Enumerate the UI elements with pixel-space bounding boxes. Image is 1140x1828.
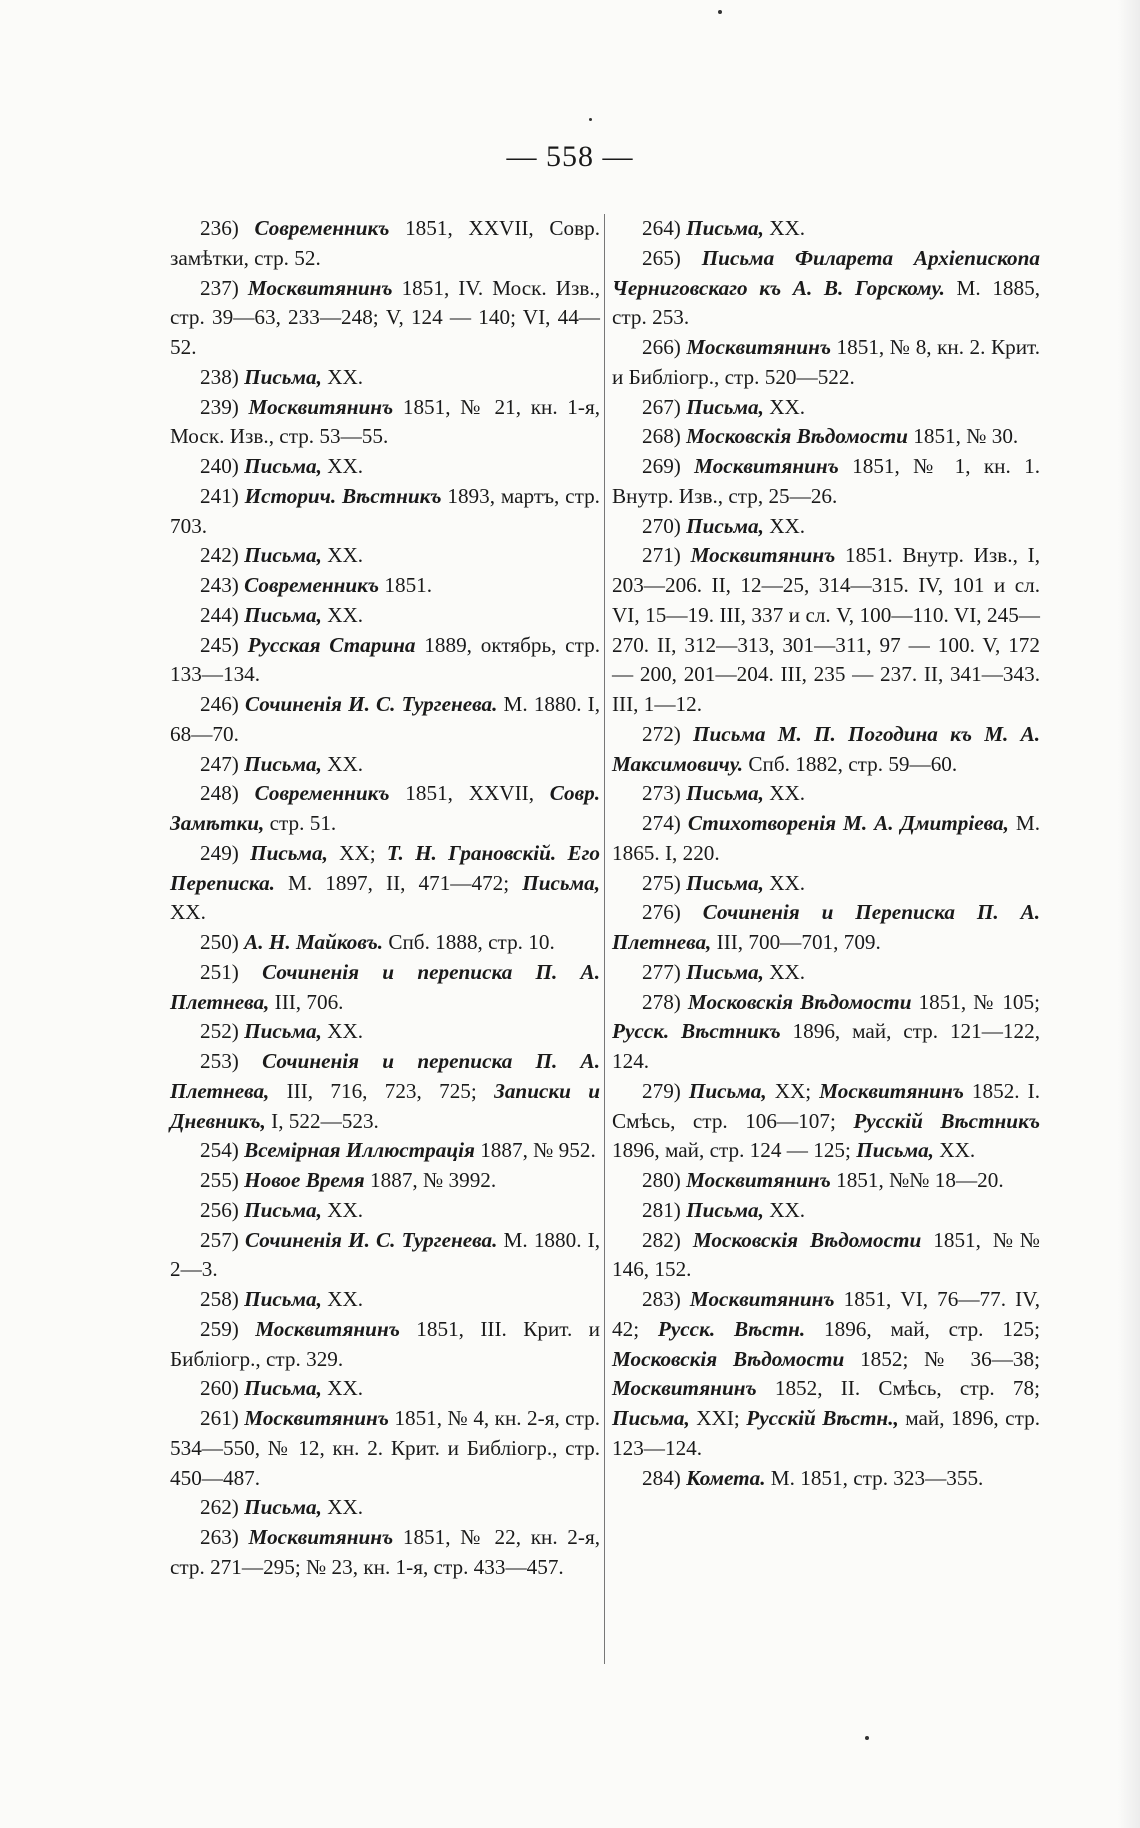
footnote-title: Письма М. П. Погодина къ М. А. Максимовичу. bbox=[612, 721, 1040, 776]
footnote-entry bbox=[170, 274, 600, 363]
footnote-text: М. 1885, стр. 253. bbox=[612, 275, 1040, 330]
footnote-title: Письма, bbox=[244, 1019, 322, 1044]
footnote-entry bbox=[170, 452, 600, 482]
footnote-text: 262) bbox=[200, 1495, 245, 1520]
footnote-text: М. 1851, стр. 323—355. bbox=[765, 1465, 984, 1490]
footnote-text: XX. bbox=[763, 216, 806, 240]
footnote-entry bbox=[170, 1404, 600, 1493]
footnote-title: Москвитянинъ bbox=[686, 1168, 831, 1192]
footnote-title: Всемірная Иллюстрація bbox=[244, 1138, 475, 1163]
footnote-text: 267) bbox=[642, 394, 687, 419]
footnote-entry bbox=[170, 958, 600, 1018]
footnote-text: 1887, № 3992. bbox=[364, 1168, 497, 1192]
footnote-text: XX. bbox=[321, 454, 364, 478]
footnote-entry bbox=[612, 1464, 1040, 1494]
footnote-text: 1889, октябрь, стр. 133—134. bbox=[170, 632, 600, 687]
footnote-text: 1852; № 36—38; bbox=[844, 1346, 1040, 1371]
footnote-text: 1851, № 4, кн. 2-я, стр. 534—550, № 12, кн. 2. Крит. и Библіогр., стр. 450—487. bbox=[170, 1406, 600, 1490]
footnote-entry bbox=[170, 1285, 600, 1315]
footnote-text: 251) bbox=[200, 959, 263, 984]
footnote-text: 1851, №№ 146, 152. bbox=[612, 1227, 1041, 1282]
footnote-entry bbox=[612, 958, 1040, 988]
footnote-entry bbox=[612, 720, 1040, 780]
footnote-text: XX. bbox=[321, 751, 364, 776]
footnote-entry bbox=[170, 1166, 600, 1196]
footnote-text: 260) bbox=[200, 1376, 245, 1401]
footnote-text: 246) bbox=[200, 692, 245, 716]
footnote-text: М. 1897, II, 471—472; bbox=[274, 870, 523, 895]
footnote-text: III, 716, 723, 725; bbox=[269, 1078, 495, 1103]
footnote-title: Москвитянинъ bbox=[612, 1376, 757, 1401]
footnote-title: Москвитянинъ bbox=[255, 1316, 400, 1341]
footnote-text: I, 522—523. bbox=[265, 1108, 379, 1133]
footnote-text: 1852, II. Смѣсь, стр. 78; bbox=[756, 1376, 1040, 1401]
footnote-text: XX. bbox=[321, 1019, 364, 1044]
footnote-text: XX. bbox=[763, 394, 806, 419]
ink-speck bbox=[589, 118, 592, 121]
footnote-title: Москвитянинъ bbox=[244, 1406, 389, 1430]
footnote-text: 1851. bbox=[379, 573, 433, 597]
footnote-text: 265) bbox=[642, 245, 702, 270]
footnote-text: 254) bbox=[200, 1138, 245, 1163]
footnote-entry bbox=[612, 1077, 1040, 1166]
footnote-text: III, 700—701, 709. bbox=[711, 930, 881, 954]
footnote-title: Письма, bbox=[244, 1197, 322, 1222]
footnote-text: 273) bbox=[642, 781, 687, 806]
footnote-entry bbox=[170, 1374, 600, 1404]
footnote-text: XX. bbox=[321, 602, 364, 627]
footnote-title: Москвитянинъ bbox=[819, 1078, 964, 1103]
footnote-title: Письма, bbox=[244, 1495, 322, 1520]
footnote-text: 1893, мартъ, стр. 703. bbox=[170, 483, 600, 538]
footnote-text: 241) bbox=[200, 483, 245, 508]
footnote-title: Москвитянинъ bbox=[248, 394, 394, 419]
footnote-entry bbox=[612, 244, 1040, 333]
ink-speck bbox=[718, 10, 722, 14]
footnote-entry bbox=[170, 1196, 600, 1226]
footnote-entry bbox=[170, 1523, 600, 1583]
footnote-text: 276) bbox=[642, 900, 703, 925]
footnote-title: Стихотворенія М. А. Дмитріева, bbox=[687, 811, 1009, 835]
footnote-text: 252) bbox=[200, 1019, 245, 1044]
footnote-text: 1896, май, стр. 125; bbox=[805, 1316, 1040, 1341]
footnote-entry bbox=[612, 869, 1040, 899]
footnote-entry bbox=[612, 393, 1040, 423]
footnote-entry bbox=[170, 690, 600, 750]
footnote-title: Московскія Вѣдомости bbox=[687, 989, 912, 1014]
footnote-title: Новое Время bbox=[244, 1168, 365, 1192]
footnote-text: 264) bbox=[642, 216, 687, 240]
footnote-title: Московскія Вѣдомости bbox=[692, 1227, 922, 1252]
footnote-text: 245) bbox=[200, 632, 248, 657]
footnote-entry bbox=[612, 988, 1040, 1077]
footnote-title: Москвитянинъ bbox=[248, 1525, 394, 1549]
footnote-title: Московскія Вѣдомости bbox=[612, 1346, 845, 1371]
footnote-text: III, 706. bbox=[269, 989, 344, 1014]
footnote-text: 243) bbox=[200, 573, 245, 597]
page-number: — 558 — bbox=[506, 140, 634, 173]
footnote-text: XX. bbox=[763, 513, 806, 538]
footnote-text: 248) bbox=[200, 781, 255, 806]
footnote-entry bbox=[170, 779, 600, 839]
footnote-entry bbox=[170, 214, 600, 274]
footnote-title: Письма, bbox=[244, 1376, 322, 1401]
footnote-text: 284) bbox=[642, 1465, 687, 1490]
footnote-text: 1896, май, стр. 121—122, 124. bbox=[612, 1019, 1040, 1073]
footnote-entry bbox=[612, 512, 1040, 542]
footnote-entry bbox=[612, 422, 1040, 452]
footnote-entry bbox=[612, 1285, 1040, 1464]
footnote-text: 1851, XXVII, bbox=[389, 781, 550, 806]
footnote-text: 255) bbox=[200, 1168, 245, 1192]
footnote-text: XX. bbox=[321, 1197, 364, 1222]
ink-speck bbox=[865, 1736, 869, 1740]
footnote-title: А. Н. Майковъ. bbox=[244, 930, 384, 954]
footnote-title: Письма, bbox=[686, 870, 764, 895]
footnote-text: 1851, VI, 76—77. IV, 42; bbox=[612, 1287, 1040, 1341]
footnote-entry bbox=[170, 928, 600, 958]
footnote-text: 244) bbox=[200, 602, 245, 627]
footnote-text: 1851. Внутр. Изв., I, 203—206. II, 12—25, 314—315. IV, 101 и сл. VI, 15—19. III, 337 и сл. V, 100—110. VI, 245—270. II, 312—313, 301—311, 97 — 100. V, 172 — 200, 201—204. III, 235 — 237. II, 341—343. III, 1—12. bbox=[612, 543, 1041, 716]
footnote-entry bbox=[612, 1196, 1040, 1226]
footnote-entry bbox=[170, 482, 600, 542]
footnote-text: XX. bbox=[933, 1138, 976, 1163]
footnote-text: 1851, № 30. bbox=[907, 424, 1019, 449]
footnote-text: XX. bbox=[763, 1197, 806, 1222]
footnote-text: 238) bbox=[200, 364, 245, 389]
footnote-entry bbox=[170, 1493, 600, 1523]
footnote-title: Московскія Вѣдомости bbox=[686, 424, 908, 449]
footnote-title: Современникъ bbox=[254, 216, 390, 240]
footnote-title: Современникъ bbox=[254, 781, 390, 806]
footnote-entry bbox=[170, 839, 600, 928]
footnote-title: Русскій Вѣстникъ bbox=[853, 1108, 1040, 1133]
footnote-text: 1851, № 21, кн. 1-я, Моск. Изв., стр. 53—55. bbox=[170, 394, 600, 449]
footnote-title: Письма, bbox=[250, 840, 328, 865]
footnote-entry bbox=[612, 809, 1040, 869]
page-edge-shadow bbox=[1118, 0, 1140, 1828]
footnotes-left-column bbox=[170, 214, 600, 1583]
footnote-text: XX; bbox=[766, 1078, 820, 1103]
footnote-text: 261) bbox=[200, 1406, 245, 1430]
footnote-text: XX. bbox=[321, 1376, 364, 1401]
footnotes-right-column bbox=[612, 214, 1040, 1493]
footnote-text: XX. bbox=[321, 1495, 364, 1520]
footnote-title: Москвитянинъ bbox=[690, 543, 836, 568]
footnote-title: Москвитянинъ bbox=[689, 1287, 835, 1311]
footnote-text: 1851, № 1, кн. 1. Внутр. Изв., стр, 25—26. bbox=[612, 454, 1040, 508]
footnote-title: Историч. Вѣстникъ bbox=[244, 483, 442, 508]
footnote-title: Русская Старина bbox=[247, 632, 416, 657]
footnote-title: Записки и Дневникъ, bbox=[170, 1078, 600, 1133]
footnote-entry bbox=[612, 541, 1040, 720]
footnote-text: 258) bbox=[200, 1287, 245, 1311]
footnote-title: Письма, bbox=[686, 394, 764, 419]
footnote-text: М. 1880. I, 68—70. bbox=[170, 692, 601, 746]
footnote-text: май, 1896, стр. 123—124. bbox=[612, 1406, 1040, 1460]
footnote-title: Письма, bbox=[688, 1078, 767, 1103]
footnote-text: 237) bbox=[200, 275, 248, 300]
footnote-text: 253) bbox=[200, 1049, 263, 1073]
footnote-entry bbox=[170, 1136, 600, 1166]
footnote-text: 266) bbox=[642, 335, 687, 359]
footnote-title: Сочиненія И. С. Тургенева. bbox=[245, 692, 498, 716]
footnote-text: XX. bbox=[321, 364, 364, 389]
footnote-title: Письма, bbox=[612, 1406, 690, 1430]
footnote-text: 1851, IV. Моск. Изв., стр. 39—63, 233—248; V, 124 — 140; VI, 44—52. bbox=[170, 275, 600, 359]
footnote-text: 239) bbox=[200, 394, 249, 419]
footnote-entry bbox=[170, 750, 600, 780]
footnote-text: 271) bbox=[642, 543, 691, 568]
footnote-title: Сочиненія и переписка П. А. Плетнева, bbox=[170, 1049, 600, 1103]
footnote-entry bbox=[170, 541, 600, 571]
footnote-text: 1851, XXVII, Совр. замѣтки, стр. 52. bbox=[170, 216, 600, 270]
footnote-text: XX. bbox=[321, 1287, 364, 1311]
footnote-text: XX. bbox=[763, 781, 806, 806]
footnote-text: 256) bbox=[200, 1197, 245, 1222]
footnote-title: Письма, bbox=[244, 751, 322, 776]
footnote-title: Письма, bbox=[244, 602, 322, 627]
footnote-text: XXI; bbox=[689, 1406, 747, 1430]
footnote-text: 272) bbox=[642, 721, 694, 746]
footnote-entry bbox=[170, 1047, 600, 1136]
footnote-entry bbox=[170, 601, 600, 631]
footnote-text: 240) bbox=[200, 454, 245, 478]
footnote-title: Письма, bbox=[686, 216, 764, 240]
footnote-text: 279) bbox=[642, 1078, 689, 1103]
footnote-title: Т. Н. Грановскій. Его Переписка. bbox=[170, 840, 600, 895]
footnote-text: 263) bbox=[200, 1525, 249, 1549]
footnote-title: Письма, bbox=[244, 454, 322, 478]
footnote-entry bbox=[612, 779, 1040, 809]
footnote-entry bbox=[170, 363, 600, 393]
footnote-text: Спб. 1882, стр. 59—60. bbox=[743, 751, 958, 776]
column-divider bbox=[604, 214, 605, 1664]
footnote-text: 247) bbox=[200, 751, 245, 776]
footnote-title: Письма, bbox=[244, 1287, 322, 1311]
footnote-text: XX. bbox=[170, 900, 206, 925]
footnote-entry bbox=[170, 1017, 600, 1047]
footnote-text: 249) bbox=[200, 840, 251, 865]
footnote-entry bbox=[612, 214, 1040, 244]
footnote-text: XX. bbox=[763, 870, 806, 895]
footnote-title: Современникъ bbox=[244, 573, 380, 597]
footnote-title: Сочиненія И. С. Тургенева. bbox=[245, 1227, 498, 1252]
footnote-title: Русскій Вѣстн., bbox=[746, 1406, 899, 1430]
footnote-title: Совр. Замѣтки, bbox=[170, 781, 600, 835]
footnote-entry bbox=[612, 1166, 1040, 1196]
footnote-text: 242) bbox=[200, 543, 245, 568]
footnote-entry bbox=[170, 571, 600, 601]
footnote-text: М. 1865. I, 220. bbox=[612, 811, 1040, 865]
footnote-text: XX; bbox=[327, 840, 387, 865]
footnote-title: Письма, bbox=[686, 513, 764, 538]
footnote-title: Письма, bbox=[686, 959, 764, 984]
footnote-text: 274) bbox=[642, 811, 688, 835]
footnote-text: 1896, май, стр. 124 — 125; bbox=[612, 1138, 857, 1163]
footnote-entry bbox=[170, 631, 600, 691]
footnote-title: Письма, bbox=[522, 870, 600, 895]
footnote-title: Сочиненія и переписка П. А. Плетнева, bbox=[170, 959, 600, 1014]
footnote-text: 278) bbox=[642, 989, 688, 1014]
footnote-text: М. 1880. I, 2—3. bbox=[170, 1227, 601, 1282]
footnote-entry bbox=[612, 452, 1040, 512]
footnote-entry bbox=[170, 393, 600, 453]
footnote-text: XX. bbox=[763, 959, 806, 984]
footnote-text: 277) bbox=[642, 959, 687, 984]
footnote-text: 1852. I. Смѣсь, стр. 106—107; bbox=[612, 1078, 1040, 1133]
footnote-title: Москвитянинъ bbox=[247, 275, 393, 300]
footnote-text: XX. bbox=[321, 543, 364, 568]
footnote-title: Русск. Вѣстн. bbox=[657, 1316, 806, 1341]
footnote-title: Письма, bbox=[244, 543, 322, 568]
footnote-text: 1887, № 952. bbox=[474, 1138, 596, 1163]
footnote-text: 236) bbox=[200, 216, 255, 240]
footnote-title: Москвитянинъ bbox=[694, 454, 839, 478]
footnote-entry bbox=[170, 1315, 600, 1375]
footnote-text: 259) bbox=[200, 1316, 256, 1341]
footnote-text: 1851, №№ 18—20. bbox=[830, 1168, 1004, 1192]
footnote-text: стр. 51. bbox=[264, 811, 337, 835]
footnote-text: 275) bbox=[642, 870, 687, 895]
footnote-text: 281) bbox=[642, 1197, 687, 1222]
footnote-title: Москвитянинъ bbox=[686, 335, 832, 359]
footnote-entry bbox=[170, 1226, 600, 1286]
footnote-text: 250) bbox=[200, 930, 245, 954]
footnote-title: Письма, bbox=[856, 1138, 934, 1163]
footnote-entry bbox=[612, 898, 1040, 958]
footnote-title: Письма, bbox=[686, 1197, 764, 1222]
footnote-text: 270) bbox=[642, 513, 687, 538]
footnote-title: Русск. Вѣстникъ bbox=[612, 1019, 781, 1044]
footnote-text: Спб. 1888, стр. 10. bbox=[383, 930, 555, 954]
footnote-entry bbox=[612, 1226, 1040, 1286]
footnote-text: 282) bbox=[642, 1227, 693, 1252]
footnote-text: 1851, III. Крит. и Библіогр., стр. 329. bbox=[170, 1316, 600, 1371]
footnote-text: 257) bbox=[200, 1227, 245, 1252]
footnote-entry bbox=[612, 333, 1040, 393]
footnote-title: Сочиненія и Переписка П. А. Плетнева, bbox=[612, 900, 1040, 954]
footnote-text: 280) bbox=[642, 1168, 687, 1192]
footnote-title: Письма, bbox=[244, 364, 322, 389]
footnote-title: Письма Филарета Архіепископа Черниговскаго къ А. В. Горскому. bbox=[612, 245, 1040, 300]
footnote-text: 1851, № 22, кн. 2-я, стр. 271—295; № 23, кн. 1-я, стр. 433—457. bbox=[170, 1525, 600, 1579]
footnote-text: 268) bbox=[642, 424, 687, 449]
footnote-text: 283) bbox=[642, 1287, 690, 1311]
footnote-text: 1851, № 8, кн. 2. Крит. и Библіогр., стр. 520—522. bbox=[612, 335, 1040, 389]
footnote-text: 1851, № 105; bbox=[911, 989, 1040, 1014]
footnote-title: Комета. bbox=[686, 1465, 766, 1490]
footnote-text: 269) bbox=[642, 454, 695, 478]
footnote-title: Письма, bbox=[686, 781, 764, 806]
